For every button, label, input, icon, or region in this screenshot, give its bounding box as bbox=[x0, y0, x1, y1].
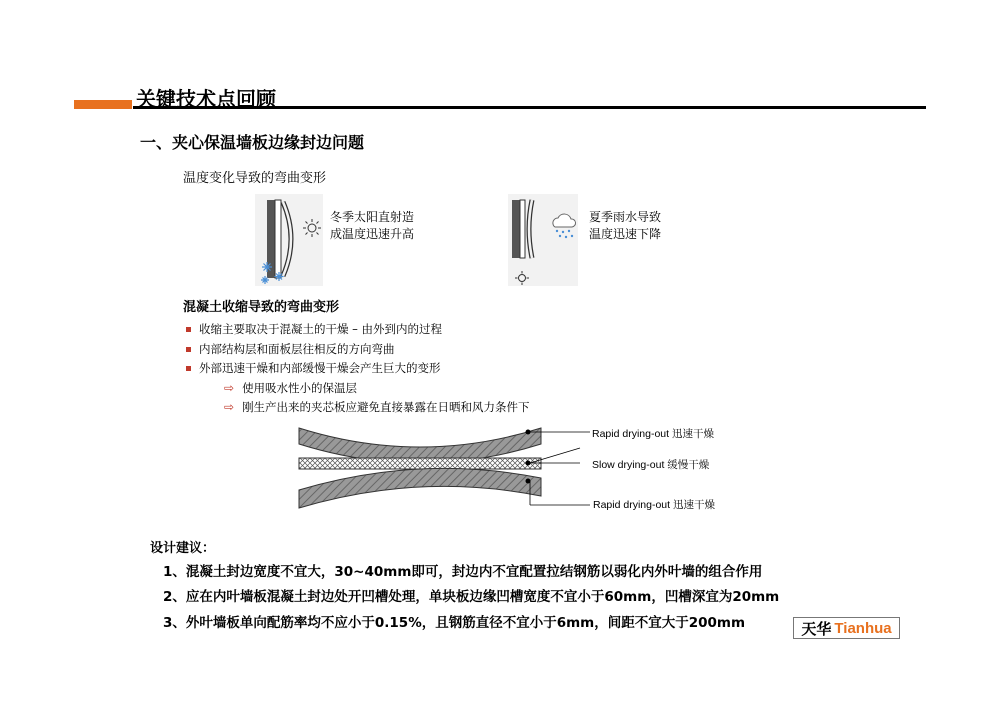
winter-caption-line-1: 冬季太阳直射造 bbox=[330, 210, 415, 224]
winter-caption bbox=[330, 209, 414, 243]
rain-cloud-icon bbox=[548, 212, 578, 240]
page-title: 关键技术点回顾 bbox=[136, 87, 276, 111]
design-advice-title: 设计建议： bbox=[150, 541, 216, 556]
section-heading: 一、夹心保温墙板边缘封边问题 bbox=[140, 133, 365, 152]
double-arrow-right-icon: ⇨ bbox=[224, 400, 235, 414]
top-panel-marker bbox=[526, 430, 531, 435]
summer-wall-inner bbox=[512, 200, 520, 258]
bullet-square-icon bbox=[186, 347, 191, 352]
bullet-square-icon bbox=[186, 366, 191, 371]
bullet-text: 外部迅速干燥和内部缓慢干燥会产生巨大的变形 bbox=[199, 361, 441, 375]
list-item bbox=[186, 379, 530, 399]
winter-caption-line-2: 成温度迅速升高 bbox=[330, 227, 415, 241]
shrinkage-subtitle: 混凝土收缩导致的弯曲变形 bbox=[183, 300, 340, 315]
list-item bbox=[186, 359, 530, 379]
sun-icon bbox=[303, 219, 321, 237]
list-item bbox=[186, 320, 530, 340]
logo-en-text: Tianhua bbox=[834, 619, 892, 637]
list-item bbox=[186, 398, 530, 418]
bottom-panel-curved bbox=[299, 468, 541, 508]
label-rapid-top: Rapid drying-out 迅速干燥 bbox=[592, 428, 714, 440]
summer-caption-line-2: 温度迅速下降 bbox=[589, 227, 662, 241]
header-accent-bar bbox=[74, 100, 132, 109]
logo-cn-text: 天华 bbox=[801, 619, 832, 638]
arrow-item-text: 使用吸水性小的保温层 bbox=[242, 380, 358, 395]
summer-diagram bbox=[508, 194, 580, 289]
summer-wall-insulation bbox=[520, 200, 525, 258]
design-advice-item-3: 3、外叶墙板单向配筋率均不应小于0.15%，且钢筋直径不宜小于6mm，间距不宜大于200mm bbox=[163, 615, 746, 631]
list-item bbox=[186, 340, 530, 360]
tianhua-logo bbox=[793, 617, 900, 639]
arrow-item-text: 刚生产出来的夹芯板应避免直接暴露在日晒和风力条件下 bbox=[242, 400, 530, 414]
summer-caption-line-1: 夏季雨水导致 bbox=[589, 210, 662, 224]
temperature-subtitle: 温度变化导致的弯曲变形 bbox=[183, 171, 327, 186]
drying-deformation-diagram bbox=[295, 418, 600, 518]
design-advice-item-1: 1、混凝土封边宽度不宜大，30~40mm即可，封边内不宜配置拉结钢筋以弱化内外叶墙的组合作用 bbox=[163, 564, 763, 580]
label-slow-middle: Slow drying-out 缓慢干燥 bbox=[592, 459, 710, 471]
middle-layer-marker bbox=[526, 461, 531, 466]
shrinkage-bullet-list bbox=[186, 320, 530, 418]
winter-diagram bbox=[255, 194, 325, 289]
middle-leader-line-b bbox=[530, 448, 580, 463]
design-advice-item-2: 2、应在内叶墙板混凝土封边处开凹槽处理，单块板边缘凹槽宽度不宜小于60mm，凹槽深宜为20mm bbox=[163, 589, 780, 605]
summer-caption bbox=[589, 209, 661, 243]
bullet-text: 收缩主要取决于混凝土的干燥 – 由外到内的过程 bbox=[199, 322, 443, 336]
bullet-text: 内部结构层和面板层往相反的方向弯曲 bbox=[199, 341, 395, 356]
bullet-square-icon bbox=[186, 327, 191, 332]
winter-wall-insulation bbox=[275, 200, 281, 278]
middle-insulation-layer bbox=[299, 458, 541, 469]
label-rapid-bottom: Rapid drying-out 迅速干燥 bbox=[593, 499, 715, 511]
double-arrow-right-icon: ⇨ bbox=[224, 380, 235, 395]
